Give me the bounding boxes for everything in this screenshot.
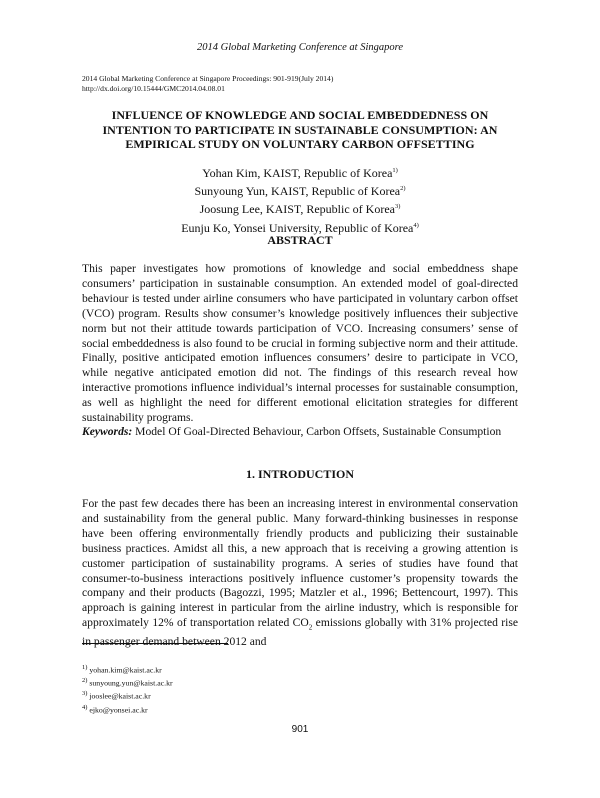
paper-title [82,108,518,152]
title-line-2: INTENTION TO PARTICIPATE IN SUSTAINABLE CONSUMPTION: AN [102,122,498,137]
author-name: Eunju Ko, Yonsei University, Republic of Korea [181,220,414,235]
footnote [82,663,173,676]
author-name: Yohan Kim, KAIST, Republic of Korea [202,166,393,180]
author-footnote-mark: 3) [394,203,401,211]
footnote-mark: 2) [82,677,88,685]
footnote-email[interactable]: sunyoung.yun@kaist.ac.kr [87,678,173,688]
title-line-1: INFLUENCE OF KNOWLEDGE AND SOCIAL EMBEDDEDNESS ON [111,108,489,122]
footnote-email[interactable]: jooslee@kaist.ac.kr [87,691,151,701]
footnote [82,676,173,689]
author-footnote-mark: 4) [413,221,419,229]
author-line [82,199,518,217]
author-list [82,163,518,236]
title-line-3: EMPIRICAL STUDY ON VOLUNTARY CARBON OFFSETTING [125,137,475,152]
co2-subscript: 2 [308,623,313,632]
footnote [82,689,173,702]
proceedings-citation: 2014 Global Marketing Conference at Singapore Proceedings: 901-919(July 2014) [82,74,334,83]
author-line [82,181,518,199]
author-name: Sunyoung Yun, KAIST, Republic of Korea [194,184,401,199]
footnote-email[interactable]: ejko@yonsei.ac.kr [87,705,148,715]
keywords-text: Model Of Goal-Directed Behaviour, Carbon Offsets, Sustainable Consumption [132,425,502,438]
doi-link[interactable]: http://dx.doi.org/10.15444/GMC2014.04.08.01 [82,84,225,93]
abstract-heading: ABSTRACT [267,233,333,247]
running-header: 2014 Global Marketing Conference at Singapore [197,42,403,53]
footnote-mark: 1) [82,664,88,671]
introduction-heading: 1. INTRODUCTION [245,467,354,481]
introduction-body [82,497,518,650]
footnote-mark: 4) [82,703,88,711]
footnote-mark: 3) [82,690,88,698]
footnote-divider [82,643,228,644]
introduction-text-continued: emissions globally with 31% projected rise in passenger demand between 2012 and [82,616,519,649]
keywords [82,425,518,440]
footnote-email[interactable]: yohan.kim@kaist.ac.kr [87,665,162,675]
abstract-body: This paper investigates how promotions of knowledge and social embeddness shape consumers’ participation in sustainable consumption. An extended model of goal-directed behaviour is tested under airline consumers who have participated in voluntary carbon offset (VCO) program. Results show consumer’s knowledge positively influences their subjective norm but not their attitude towards participation of VCO. Increasing consumers’ sense of social embeddedness is also found to be crucial in forming subjective norm and their attitude. Finally, positive anticipated emotion influences consumers’ desire to participate in VCO, while negative anticipated emotion did not. The findings of this research reveal how interactive promotions influence individual’s internal processes for sustainable consumption, as well as highlight the need for different emotional elicitation strategies for different sustainability programs. [82,262,518,425]
author-line [82,163,518,181]
introduction-text: For the past few decades there has been an increasing interest in environmental conservation and sustainability from the general public. Many forward-thinking businesses in response have been offering environmentally friendly products and publicizing their sustainable business practices. Amidst all this, a new approach that is receiving a growing attention is customer participation of sustainability programs. A series of studies have found that consumer-to-business interactions positively influence customer’s propensity towards the company and their products (Bagozzi, 1995; Matzler et al., 1996; Bettencourt, 1997). This approach is gaining interest in particular from the airline industry, which is responsible for approximately 12% of transportation related CO [82,497,518,630]
proceedings-info [82,74,333,94]
footnotes [82,663,173,716]
keywords-label: Keywords: [82,425,133,438]
page-number: 901 [291,724,309,735]
author-footnote-mark: 2) [400,185,406,193]
footnote [82,703,173,716]
author-footnote-mark: 1) [392,167,398,174]
author-name: Joosung Lee, KAIST, Republic of Korea [199,202,395,217]
